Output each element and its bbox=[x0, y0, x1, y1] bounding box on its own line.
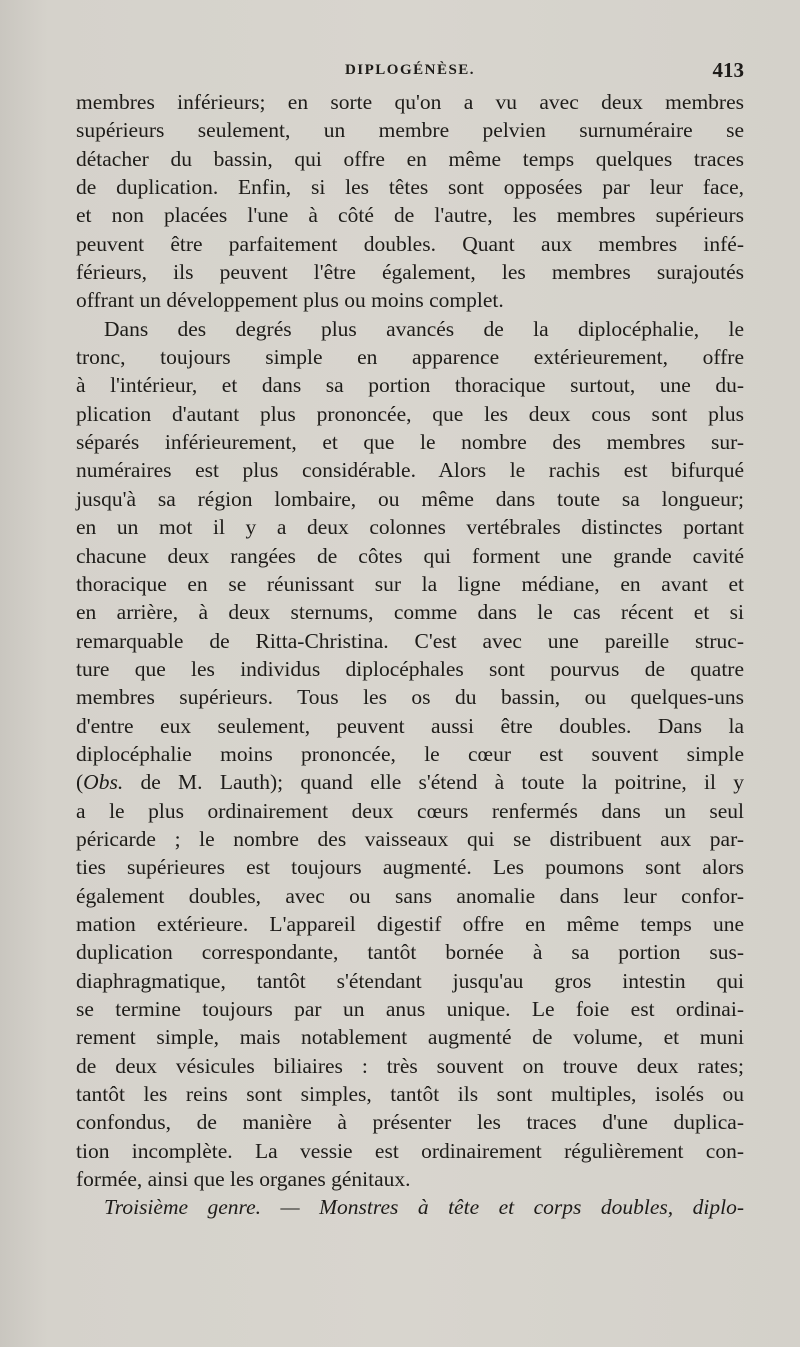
text-line bbox=[76, 88, 744, 116]
text-line bbox=[76, 286, 744, 314]
text-line bbox=[76, 230, 744, 258]
text-line bbox=[76, 995, 744, 1023]
line-text: offrant un développement plus ou moins complet. bbox=[76, 288, 504, 313]
line-text: en arrière, à deux sternums, comme dans le cas récent et si bbox=[76, 600, 744, 625]
line-text: férieurs, ils peuvent l'être également, les membres surajoutés bbox=[76, 260, 744, 285]
text-line bbox=[76, 627, 744, 655]
text-line bbox=[76, 967, 744, 995]
text-line bbox=[76, 343, 744, 371]
line-text: de duplication. Enfin, si les têtes sont opposées par leur face, bbox=[76, 175, 744, 200]
text-line bbox=[76, 513, 744, 541]
line-text: diplocéphalie moins prononcée, le cœur est souvent simple bbox=[76, 741, 744, 766]
text-line bbox=[76, 740, 744, 768]
text-line bbox=[76, 542, 744, 570]
text-line bbox=[76, 456, 744, 484]
line-text: a le plus ordinairement deux cœurs renfermés dans un seul bbox=[76, 798, 744, 823]
line-text: péricarde ; le nombre des vaisseaux qui se distribuent aux par- bbox=[76, 826, 744, 851]
line-text: tion incomplète. La vessie est ordinairement régulièrement con- bbox=[76, 1138, 744, 1163]
line-text: membres supérieurs. Tous les os du bassin, ou quelques-uns bbox=[76, 685, 744, 710]
text-line bbox=[76, 1137, 744, 1165]
text-line bbox=[76, 1052, 744, 1080]
line-text: mation extérieure. L'appareil digestif offre en même temps une bbox=[76, 911, 744, 936]
line-text: Dans des degrés plus avancés de la diplocéphalie, le bbox=[104, 316, 744, 341]
line-text: thoracique en se réunissant sur la ligne médiane, en avant et bbox=[76, 571, 744, 596]
line-text: remarquable de Ritta-Christina. C'est avec une pareille struc- bbox=[76, 628, 744, 653]
line-text: formée, ainsi que les organes génitaux. bbox=[76, 1167, 411, 1192]
running-title: DIPLOGÉNÈSE. bbox=[344, 62, 476, 78]
text-line bbox=[76, 315, 744, 343]
text-line bbox=[76, 768, 744, 796]
line-text: de deux vésicules biliaires : très souvent on trouve deux rates; bbox=[76, 1053, 744, 1078]
page-header bbox=[76, 58, 744, 88]
italic-text: Obs. bbox=[83, 770, 124, 795]
text-line bbox=[76, 712, 744, 740]
text-line bbox=[76, 145, 744, 173]
body-text bbox=[76, 88, 744, 1222]
text-line bbox=[76, 683, 744, 711]
line-text-pre: ( bbox=[76, 770, 84, 795]
text-line bbox=[76, 797, 744, 825]
line-text: en un mot il y a deux colonnes vertébrales distinctes portant bbox=[76, 515, 744, 540]
line-text: numéraires est plus considérable. Alors le rachis est bifurqué bbox=[76, 458, 744, 483]
line-text: chacune deux rangées de côtes qui forment une grande cavité bbox=[76, 543, 744, 568]
line-text: séparés inférieurement, et que le nombre des membres sur- bbox=[76, 430, 744, 455]
text-line bbox=[76, 882, 744, 910]
line-text: ture que les individus diplocéphales sont pourvus de quatre bbox=[76, 656, 744, 681]
line-text: à l'intérieur, et dans sa portion thoracique surtout, une du- bbox=[76, 373, 744, 398]
text-line bbox=[76, 116, 744, 144]
line-text: peuvent être parfaitement doubles. Quant aux membres infé- bbox=[76, 231, 744, 256]
line-text: plication d'autant plus prononcée, que les deux cous sont plus bbox=[76, 401, 744, 426]
text-line bbox=[76, 428, 744, 456]
text-line bbox=[76, 825, 744, 853]
text-line bbox=[76, 655, 744, 683]
text-line bbox=[76, 201, 744, 229]
text-line bbox=[76, 1080, 744, 1108]
text-line bbox=[76, 371, 744, 399]
text-line bbox=[76, 1165, 744, 1193]
line-text: supérieurs seulement, un membre pelvien surnuméraire se bbox=[76, 118, 744, 143]
text-line bbox=[76, 570, 744, 598]
italic-text: Troisième genre. — Monstres à tête et corps doubles, diplo- bbox=[104, 1195, 744, 1220]
line-text: d'entre eux seulement, peuvent aussi être doubles. Dans la bbox=[76, 713, 744, 738]
line-text-post: de M. Lauth); quand elle s'étend à toute la poitrine, il y bbox=[123, 770, 744, 795]
line-text: tantôt les reins sont simples, tantôt ils sont multiples, isolés ou bbox=[76, 1082, 744, 1107]
line-text: membres inférieurs; en sorte qu'on a vu avec deux membres bbox=[76, 90, 744, 114]
line-text: jusqu'à sa région lombaire, ou même dans toute sa longueur; bbox=[76, 486, 744, 511]
line-text: ties supérieures est toujours augmenté. Les poumons sont alors bbox=[76, 855, 744, 880]
line-text: également doubles, avec ou sans anomalie dans leur confor- bbox=[76, 883, 744, 908]
text-line bbox=[76, 485, 744, 513]
text-line bbox=[76, 258, 744, 286]
text-line bbox=[76, 910, 744, 938]
line-text: détacher du bassin, qui offre en même temps quelques traces bbox=[76, 146, 744, 171]
text-line bbox=[76, 400, 744, 428]
line-text: diaphragmatique, tantôt s'étendant jusqu'au gros intestin qui bbox=[76, 968, 744, 993]
text-line bbox=[76, 173, 744, 201]
text-line bbox=[76, 1193, 744, 1221]
line-text: et non placées l'une à côté de l'autre, les membres supérieurs bbox=[76, 203, 744, 228]
line-text: se termine toujours par un anus unique. Le foie est ordinai- bbox=[76, 997, 744, 1021]
text-line bbox=[76, 853, 744, 881]
line-text: duplication correspondante, tantôt bornée à sa portion sus- bbox=[76, 940, 744, 965]
text-line bbox=[76, 598, 744, 626]
text-line bbox=[76, 1023, 744, 1051]
text-line bbox=[76, 938, 744, 966]
page-number: 413 bbox=[712, 58, 744, 82]
line-text: rement simple, mais notablement augmenté de volume, et muni bbox=[76, 1025, 744, 1050]
line-text: confondus, de manière à présenter les traces d'une duplica- bbox=[76, 1110, 744, 1135]
text-line bbox=[76, 1108, 744, 1136]
line-text: tronc, toujours simple en apparence extérieurement, offre bbox=[76, 345, 744, 370]
